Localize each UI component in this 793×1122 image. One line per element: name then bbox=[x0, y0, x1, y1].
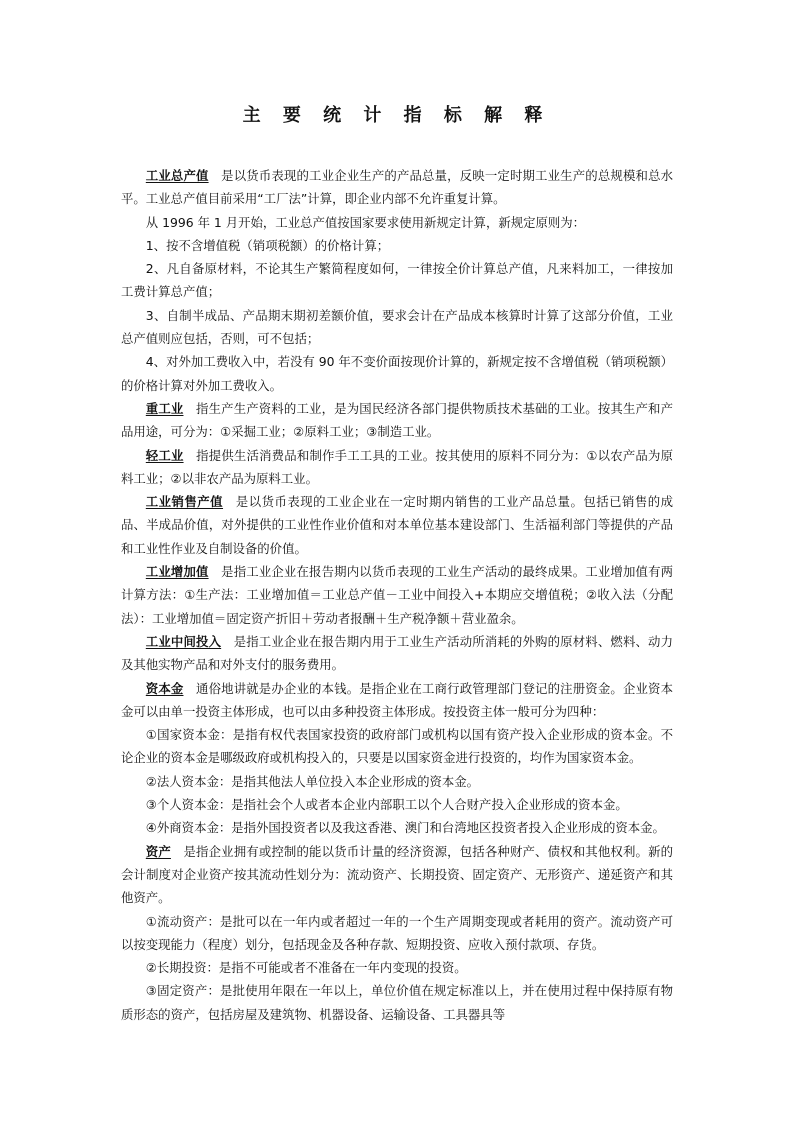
paragraph-intermediate-input bbox=[121, 630, 673, 677]
paragraph-text: 指生产生产资料的工业，是为国民经济各部门提供物质技术基础的工业。按其生产和产品用途，可分为：①采掘工业；②原料工业；③制造工业。 bbox=[121, 400, 674, 440]
paragraph bbox=[121, 211, 673, 234]
paragraph-text: ④外商资本金：是指外国投资者以及我这香港、澳门和台湾地区投资者投入企业形成的资本金。 bbox=[145, 820, 665, 836]
list-item bbox=[121, 793, 673, 816]
term-label: 工业中间投入 bbox=[145, 633, 222, 649]
paragraph-capital bbox=[121, 677, 673, 724]
list-item bbox=[121, 723, 673, 770]
list-item bbox=[121, 816, 673, 839]
paragraph-heavy-industry bbox=[121, 397, 673, 444]
list-item bbox=[121, 979, 673, 1026]
list-item bbox=[121, 234, 673, 257]
term-label: 重工业 bbox=[145, 400, 184, 416]
paragraph-text: 是指工业企业在报告期内用于工业生产活动所消耗的外购的原材料、燃料、动力及其他实物产品和对外支付的服务费用。 bbox=[121, 633, 674, 673]
list-item bbox=[121, 304, 673, 351]
paragraph-text: ①国家资本金：是指有权代表国家投资的政府部门或机构以国有资产投入企业形成的资本金。不论企业的资本金是哪级政府或机构投入的，只要是以国家资金进行投资的，均作为国家资本金。 bbox=[121, 727, 673, 766]
paragraph-text: ③固定资产：是批使用年限在一年以上，单位价值在规定标准以上，并在使用过程中保持原有物质形态的资产，包括房屋及建筑物、机器设备、运输设备、工具器具等 bbox=[121, 983, 673, 1022]
term-label: 工业销售产值 bbox=[145, 494, 224, 510]
term-label: 资产 bbox=[145, 843, 171, 859]
paragraph-text: 3、自制半成品、产品期末期初差额价值，要求会计在产品成本核算时计算了这部分价值，工业总产值则应包括，否则，可不包括； bbox=[121, 307, 673, 347]
paragraph-light-industry bbox=[121, 444, 673, 491]
term-label: 资本金 bbox=[145, 680, 184, 696]
paragraph-text: 是指企业拥有或控制的能以货币计量的经济资源，包括各种财产、债权和其他权利。新的会计制度对企业资产按其流动性划分为：流动资产、长期投资、固定资产、无形资产、递延资产和其他资产。 bbox=[121, 843, 674, 906]
term-label: 轻工业 bbox=[145, 447, 184, 463]
paragraph-gross-industrial-output bbox=[121, 164, 673, 211]
paragraph-text: 指提供生活消费品和制作手工工具的工业。按其使用的原料不同分为：①以农产品为原料工业；②以非农产品为原料工业。 bbox=[121, 447, 674, 486]
page-title: 主 要 统 计 指 标 解 释 bbox=[242, 105, 551, 126]
paragraph-text: 1、按不含增值税（销项税额）的价格计算； bbox=[145, 237, 390, 253]
paragraph-industrial-sales-output bbox=[121, 490, 673, 560]
term-label: 工业总产值 bbox=[145, 168, 209, 183]
paragraph-text: 4、对外加工费收入中，若没有 90 年不变价面按现价计算的，新规定按不含增值税（销项税额）的价格计算对外加工费收入。 bbox=[121, 354, 673, 393]
list-item bbox=[121, 350, 673, 397]
document-body bbox=[121, 164, 673, 1026]
list-item bbox=[121, 770, 673, 793]
paragraph-text: ①流动资产：是批可以在一年内或者超过一年的一个生产周期变现或者耗用的资产。流动资产可以按变现能力（程度）划分，包括现金及各种存款、短期投资、应收入预付款项、存货。 bbox=[121, 913, 673, 952]
paragraph-text: 通俗地讲就是办企业的本钱。是指企业在工商行政管理部门登记的注册资金。企业资本金可以由单一投资主体形成，也可以由多种投资主体形成。按投资主体一般可分为四种： bbox=[121, 680, 674, 719]
term-label: 工业增加值 bbox=[145, 564, 209, 580]
list-item bbox=[121, 257, 673, 304]
paragraph-text: 是以货币表现的工业企业在一定时期内销售的工业产品总量。包括已销售的成品、半成品价值，对外提供的工业性作业价值和对本单位基本建设部门、生活福利部门等提供的产品和工业性作业及自制设备的价值。 bbox=[121, 494, 674, 556]
paragraph-text: 是以货币表现的工业企业生产的产品总量，反映一定时期工业生产的总规模和总水平。工业总产值目前采用“工厂法”计算，即企业内部不允许重复计算。 bbox=[121, 168, 674, 207]
paragraph-text: ②长期投资：是指不可能或者不准备在一年内变现的投资。 bbox=[145, 960, 467, 976]
paragraph-text: 2、凡自备原材料，不论其生产繁简程度如何，一律按全价计算总产值，凡来料加工，一律按加工费计算总产值； bbox=[121, 261, 673, 300]
paragraph-assets bbox=[121, 840, 673, 910]
list-item bbox=[121, 910, 673, 957]
list-item bbox=[121, 956, 673, 979]
paragraph-industrial-value-added bbox=[121, 560, 673, 630]
paragraph-text: ③个人资本金：是指社会个人或者本企业内部职工以个人合财产投入企业形成的资本金。 bbox=[145, 797, 628, 813]
paragraph-text: 是指工业企业在报告期内以货币表现的工业生产活动的最终成果。工业增加值有两计算方法：①生产法：工业增加值＝工业总产值－工业中间投入+本期应交增值税；②收入法（分配法）：工业增加值＝固定资产折旧＋劳动者报酬＋生产税净额＋营业盈余。 bbox=[121, 564, 674, 626]
paragraph-text: ②法人资本金：是指其他法人单位投入本企业形成的资本金。 bbox=[145, 773, 480, 789]
paragraph-text: 从 1996 年 1 月开始，工业总产值按国家要求使用新规定计算，新规定原则为： bbox=[145, 214, 586, 230]
